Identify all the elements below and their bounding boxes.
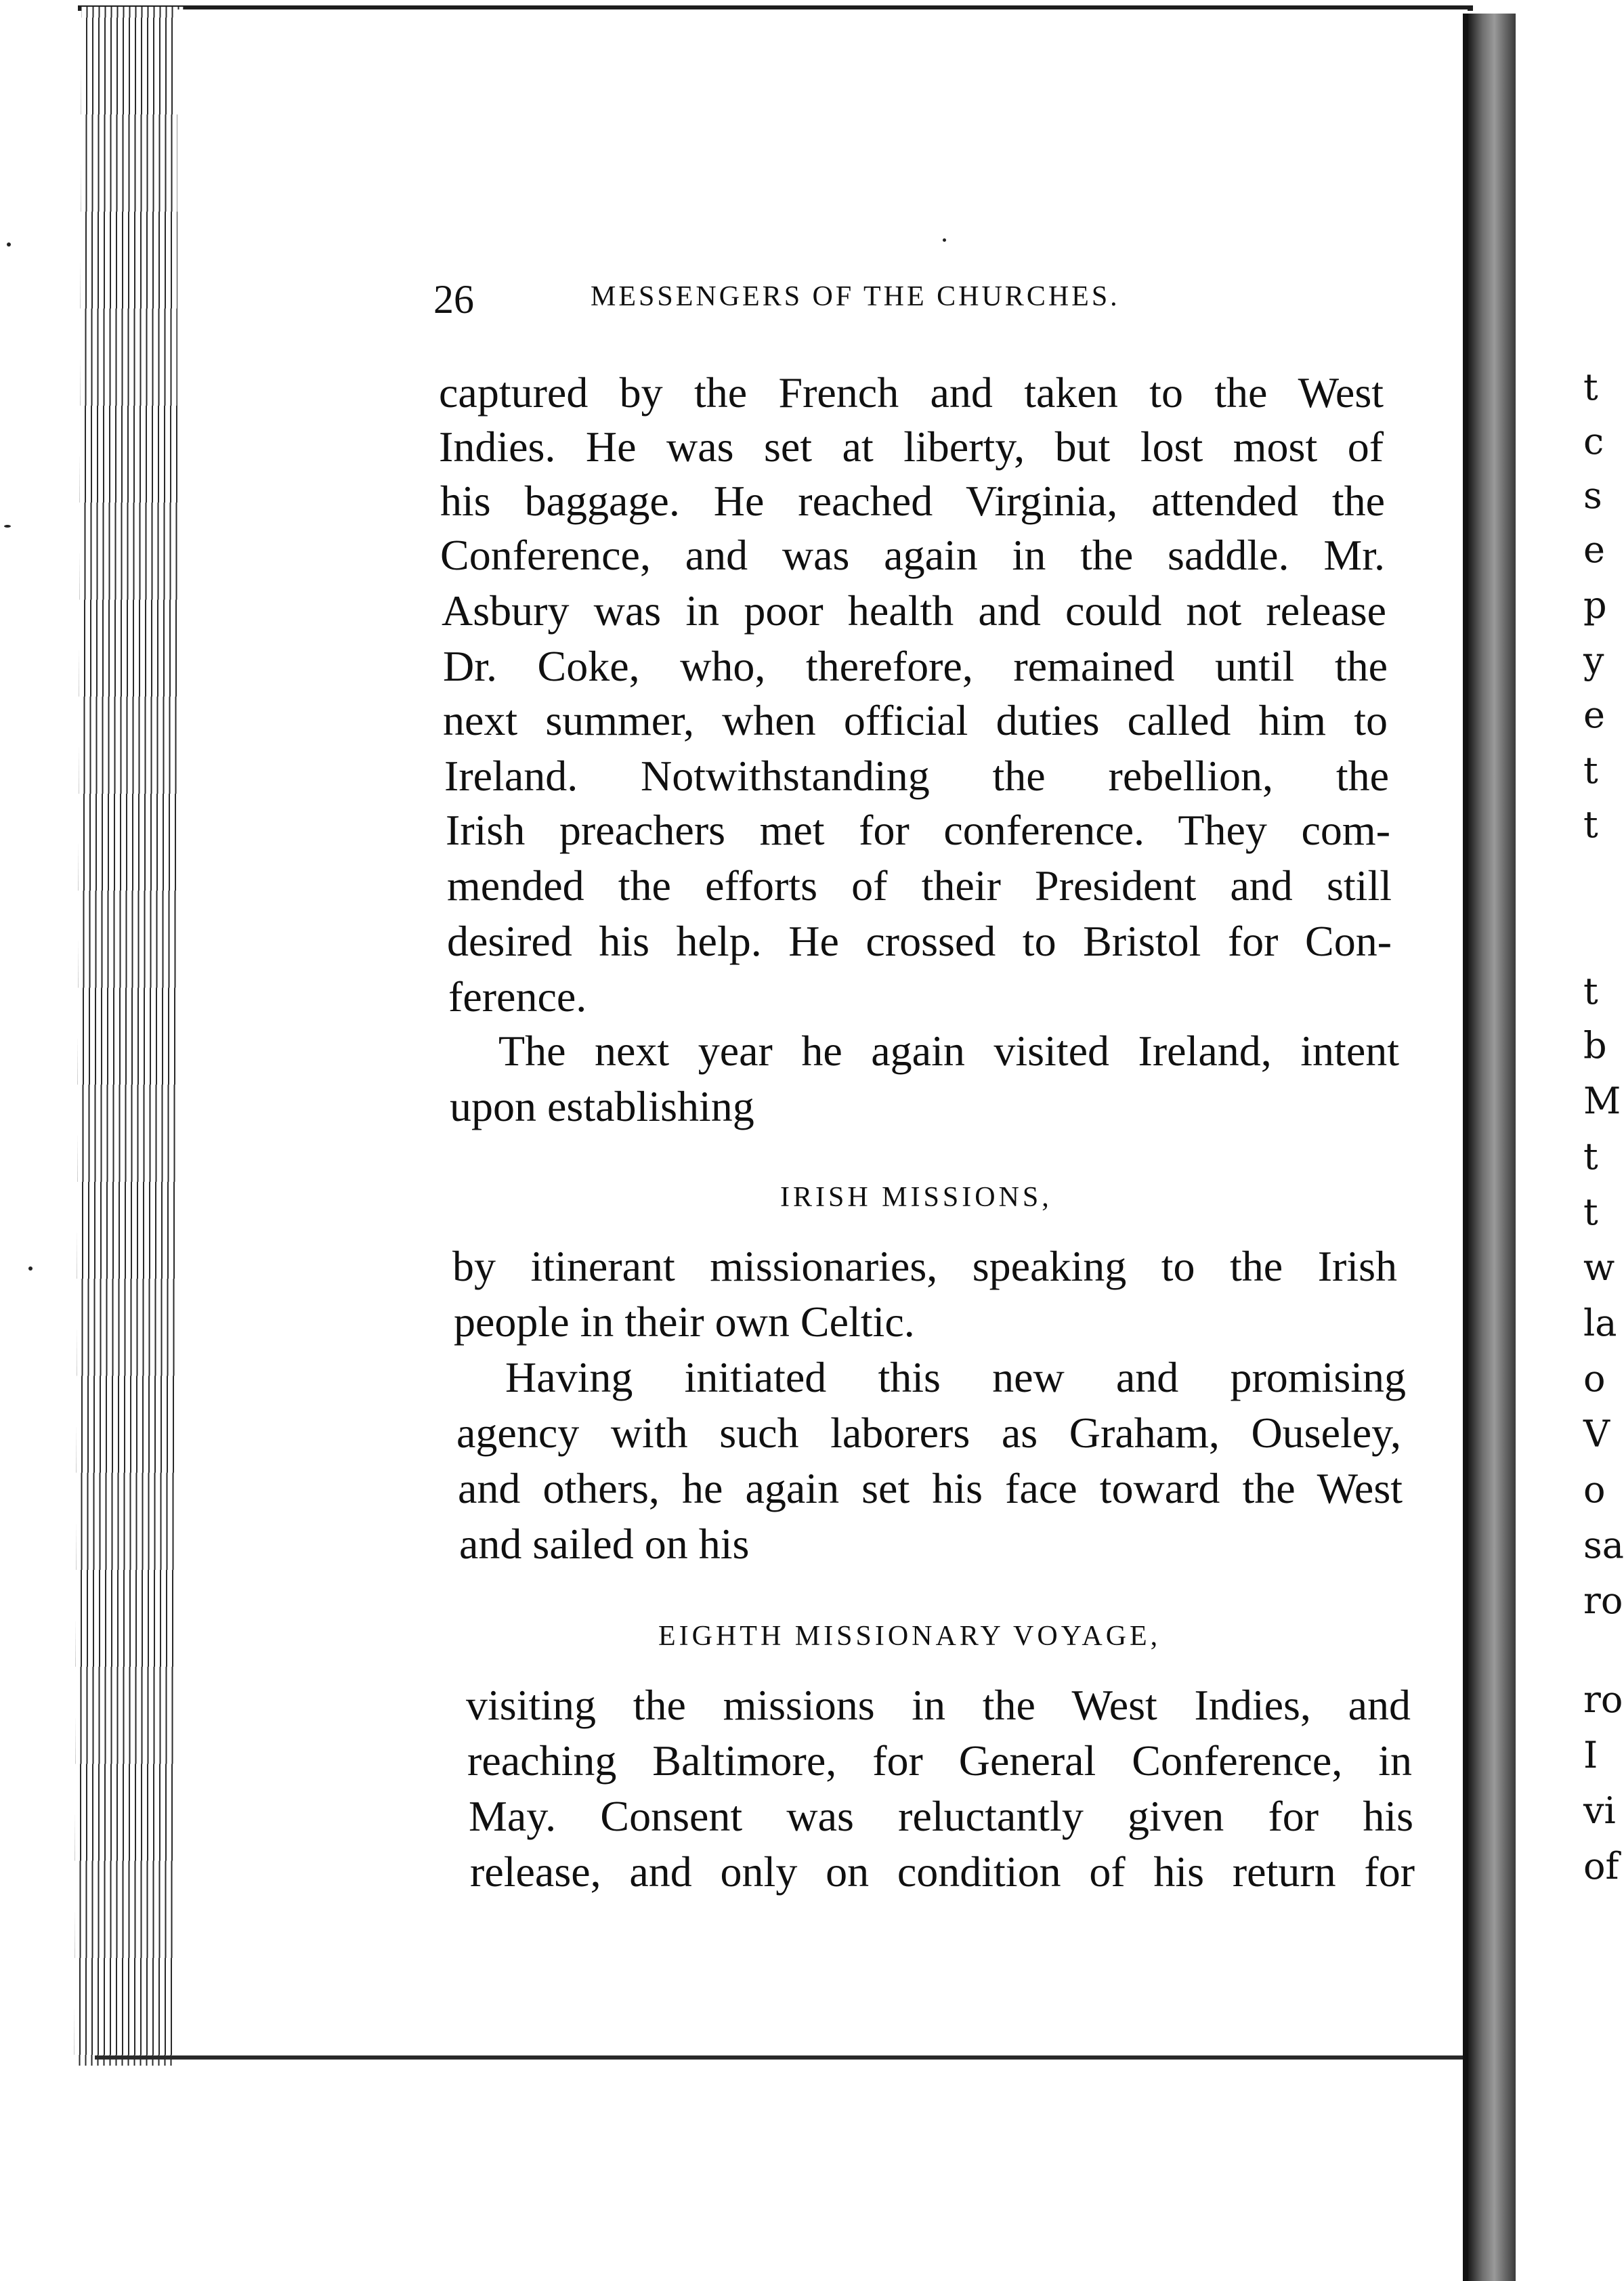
body-line: Having initiated this new and promising — [505, 1353, 1406, 1401]
body-line: by itinerant missionaries, speaking to the Irish — [452, 1242, 1397, 1290]
facing-fragment: c — [1583, 420, 1604, 463]
running-title: MESSENGERS OF THE CHURCHES. — [591, 281, 1120, 312]
body-line: and others, he again set his face toward the West — [458, 1464, 1403, 1512]
facing-fragment: w — [1583, 1246, 1615, 1289]
body-line: people in their own Celtic. — [454, 1298, 915, 1346]
facing-fragment: e — [1583, 528, 1605, 571]
facing-fragment: o — [1583, 1468, 1606, 1511]
facing-fragment: y — [1583, 639, 1604, 682]
body-line: Indies. He was set at liberty, but lost most of — [439, 423, 1384, 471]
section-heading: EIGHTH MISSIONARY VOYAGE, — [658, 1621, 1161, 1652]
scan-speck — [28, 1266, 33, 1271]
body-line: upon establishing — [450, 1082, 754, 1130]
facing-fragment: t — [1583, 803, 1598, 846]
body-line: release, and only on condition of his return for — [470, 1848, 1415, 1896]
body-line: reaching Baltimore, for General Conference, in — [467, 1736, 1412, 1785]
facing-fragment: M — [1583, 1080, 1621, 1122]
body-line: Conference, and was again in the saddle. Mr. — [440, 531, 1385, 579]
scan-speck — [7, 242, 11, 247]
facing-fragment: sa — [1583, 1524, 1624, 1566]
facing-fragment: t — [1583, 1135, 1598, 1178]
body-line: Dr. Coke, who, therefore, remained until the — [443, 642, 1388, 690]
facing-fragment: vi — [1583, 1789, 1616, 1832]
body-line: desired his help. He crossed to Bristol for Con- — [447, 917, 1392, 965]
facing-fragment: t — [1583, 970, 1598, 1012]
facing-fragment: t — [1583, 366, 1598, 408]
page-edge-stack — [74, 7, 184, 2066]
body-line: agency with such laborers as Graham, Ouseley, — [456, 1409, 1401, 1457]
body-line: ference. — [448, 973, 587, 1021]
facing-fragment: o — [1583, 1357, 1606, 1400]
facing-fragment: V — [1583, 1413, 1610, 1455]
section-heading: IRISH MISSIONS, — [780, 1182, 1052, 1213]
facing-fragment: s — [1583, 474, 1602, 517]
body-line: Asbury was in poor health and could not release — [442, 587, 1386, 635]
facing-fragment: b — [1583, 1024, 1607, 1067]
body-line: next summer, when official duties called him to — [443, 696, 1388, 744]
body-line: May. Consent was reluctantly given for his — [469, 1792, 1413, 1840]
body-line: Ireland. Notwithstanding the rebellion, the — [444, 752, 1389, 800]
scan-speck — [943, 238, 946, 242]
body-line: The next year he again visited Ireland, intent — [498, 1027, 1399, 1075]
facing-fragment: ro — [1583, 1678, 1623, 1721]
facing-fragment: t — [1583, 749, 1598, 792]
facing-fragment: of — [1583, 1845, 1619, 1888]
facing-fragment: t — [1583, 1191, 1598, 1233]
facing-fragment: e — [1583, 694, 1605, 736]
page-edge-bottom — [95, 2055, 1476, 2060]
facing-fragment: la — [1583, 1302, 1617, 1344]
facing-fragment: I — [1583, 1734, 1598, 1776]
body-line: Irish preachers met for conference. They com- — [446, 806, 1390, 854]
body-line: visiting the missions in the West Indies, and — [466, 1681, 1411, 1729]
facing-fragment: p — [1583, 584, 1607, 626]
body-line: captured by the French and taken to the West — [439, 368, 1384, 417]
page-number: 26 — [433, 277, 474, 322]
body-line: his baggage. He reached Virginia, attended the — [440, 477, 1385, 525]
body-line: and sailed on his — [459, 1520, 750, 1568]
facing-fragment: ro — [1583, 1579, 1623, 1622]
body-line: mended the efforts of their President and still — [447, 861, 1392, 910]
book-gutter — [1468, 14, 1516, 2281]
scan-speck — [4, 525, 11, 528]
